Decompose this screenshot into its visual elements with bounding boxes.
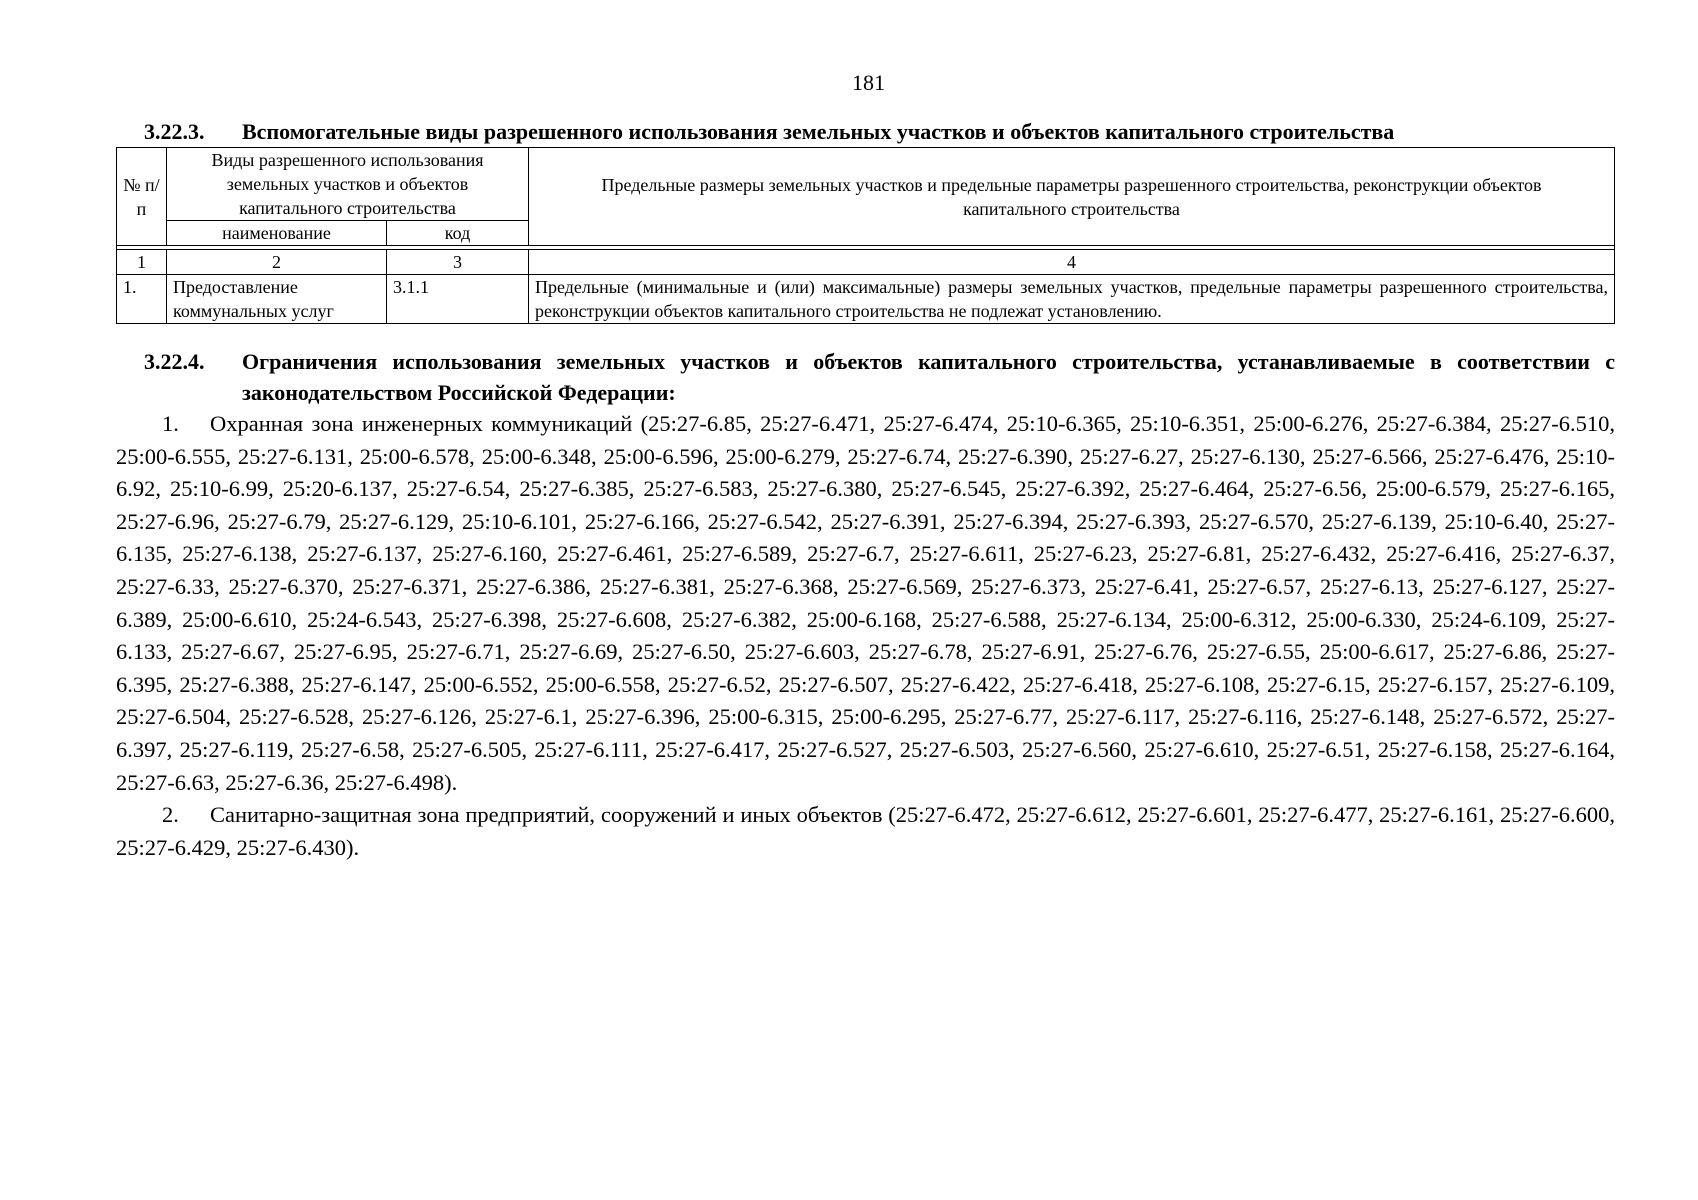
restriction-item (116, 408, 1615, 799)
index-cell: 1 (117, 250, 167, 275)
restriction-item-number: 2. (162, 802, 179, 828)
header-name-cell: наименование (167, 221, 387, 246)
restriction-item (116, 799, 1615, 864)
restriction-item-number: 1. (162, 411, 179, 436)
document-page (116, 68, 1615, 864)
row-name-cell: Предоставление коммунальных услуг (167, 275, 387, 324)
permitted-use-table (116, 147, 1615, 324)
restriction-item-text: Санитарно-защитная зона предприятий, сооружений и иных объектов (25:27-6.472, 25:27-6.612, 25:27-6.601, 25:27-6.477, 25:27-6.161, 25:27-6.600, 25:27-6.429, 25:27-6.430). (116, 802, 1615, 860)
index-cell: 3 (387, 250, 529, 275)
row-limits-cell: Предельные (минимальные и (или) максимальные) размеры земельных участков, предельные параметры разрешенного строительства, реконструкции объектов капитального строительства не подлежат установлению. (529, 275, 1615, 324)
section-number: 3.22.3. (144, 119, 205, 144)
section-heading-3-22-3 (144, 116, 1615, 147)
section-heading-3-22-4 (144, 346, 1615, 408)
header-num-cell: № п/п (117, 148, 167, 246)
table-index-row (117, 250, 1615, 275)
index-cell: 4 (529, 250, 1615, 275)
row-num-cell: 1. (117, 275, 167, 324)
header-types-cell: Виды разрешенного использования земельных участков и объектов капитального строительства (167, 148, 529, 221)
header-limits-cell: Предельные размеры земельных участков и предельные параметры разрешенного строительства, реконструкции объектов капитального строительства (529, 148, 1615, 246)
section-title: Ограничения использования земельных участков и объектов капитального строительства, устанавливаемые в соответствии с законодательством Российской Федерации: (242, 349, 1615, 405)
section-number: 3.22.4. (144, 349, 205, 374)
table-header-row (117, 148, 1615, 221)
header-code-cell: код (387, 221, 529, 246)
index-cell: 2 (167, 250, 387, 275)
table-row (117, 275, 1615, 324)
section-title: Вспомогательные виды разрешенного использования земельных участков и объектов капитального строительства (242, 119, 1395, 144)
restriction-item-text: Охранная зона инженерных коммуникаций (25:27-6.85, 25:27-6.471, 25:27-6.474, 25:10-6.365, 25:10-6.351, 25:00-6.276, 25:27-6.384, 25:27-6.510, 25:00-6.555, 25:27-6.131, 25:00-6.578, 25:00-6.348, 25:00-6.596, 25:00-6.279, 25:27-6.74, 25:27-6.390, 25:27-6.27, 25:27-6.130, 25:27-6.566, 25:27-6.476, 25:10-6.92, 25:10-6.99, 25:20-6.137, 25:27-6.54, 25:27-6.385, 25:27-6.583, 25:27-6.380, 25:27-6.545, 25:27-6.392, 25:27-6.464, 25:27-6.56, 25:00-6.579, 25:27-6.165, 25:27-6.96, 25:27-6.79, 25:27-6.129, 25:10-6.101, 25:27-6.166, 25:27-6.542, 25:27-6.391, 25:27-6.394, 25:27-6.393, 25:27-6.570, 25:27-6.139, 25:10-6.40, 25:27-6.135, 25:27-6.138, 25:27-6.137, 25:27-6.160, 25:27-6.461, 25:27-6.589, 25:27-6.7, 25:27-6.611, 25:27-6.23, 25:27-6.81, 25:27-6.432, 25:27-6.416, 25:27-6.37, 25:27-6.33, 25:27-6.370, 25:27-6.371, 25:27-6.386, 25:27-6.381, 25:27-6.368, 25:27-6.569, 25:27-6.373, 25:27-6.41, 25:27-6.57, 25:27-6.13, 25:27-6.127, 25:27-6.389, 25:00-6.610, 25:24-6.543, 25:27-6.398, 25:27-6.608, 25:27-6.382, 25:00-6.168, 25:27-6.588, 25:27-6.134, 25:00-6.312, 25:00-6.330, 25:24-6.109, 25:27-6.133, 25:27-6.67, 25:27-6.95, 25:27-6.71, 25:27-6.69, 25:27-6.50, 25:27-6.603, 25:27-6.78, 25:27-6.91, 25:27-6.76, 25:27-6.55, 25:00-6.617, 25:27-6.86, 25:27-6.395, 25:27-6.388, 25:27-6.147, 25:00-6.552, 25:00-6.558, 25:27-6.52, 25:27-6.507, 25:27-6.422, 25:27-6.418, 25:27-6.108, 25:27-6.15, 25:27-6.157, 25:27-6.109, 25:27-6.504, 25:27-6.528, 25:27-6.126, 25:27-6.1, 25:27-6.396, 25:00-6.315, 25:00-6.295, 25:27-6.77, 25:27-6.117, 25:27-6.116, 25:27-6.148, 25:27-6.572, 25:27-6.397, 25:27-6.119, 25:27-6.58, 25:27-6.505, 25:27-6.111, 25:27-6.417, 25:27-6.527, 25:27-6.503, 25:27-6.560, 25:27-6.610, 25:27-6.51, 25:27-6.158, 25:27-6.164, 25:27-6.63, 25:27-6.36, 25:27-6.498). (116, 411, 1615, 795)
page-number: 181 (852, 70, 885, 95)
row-code-cell: 3.1.1 (387, 275, 529, 324)
restrictions-section (116, 346, 1615, 864)
